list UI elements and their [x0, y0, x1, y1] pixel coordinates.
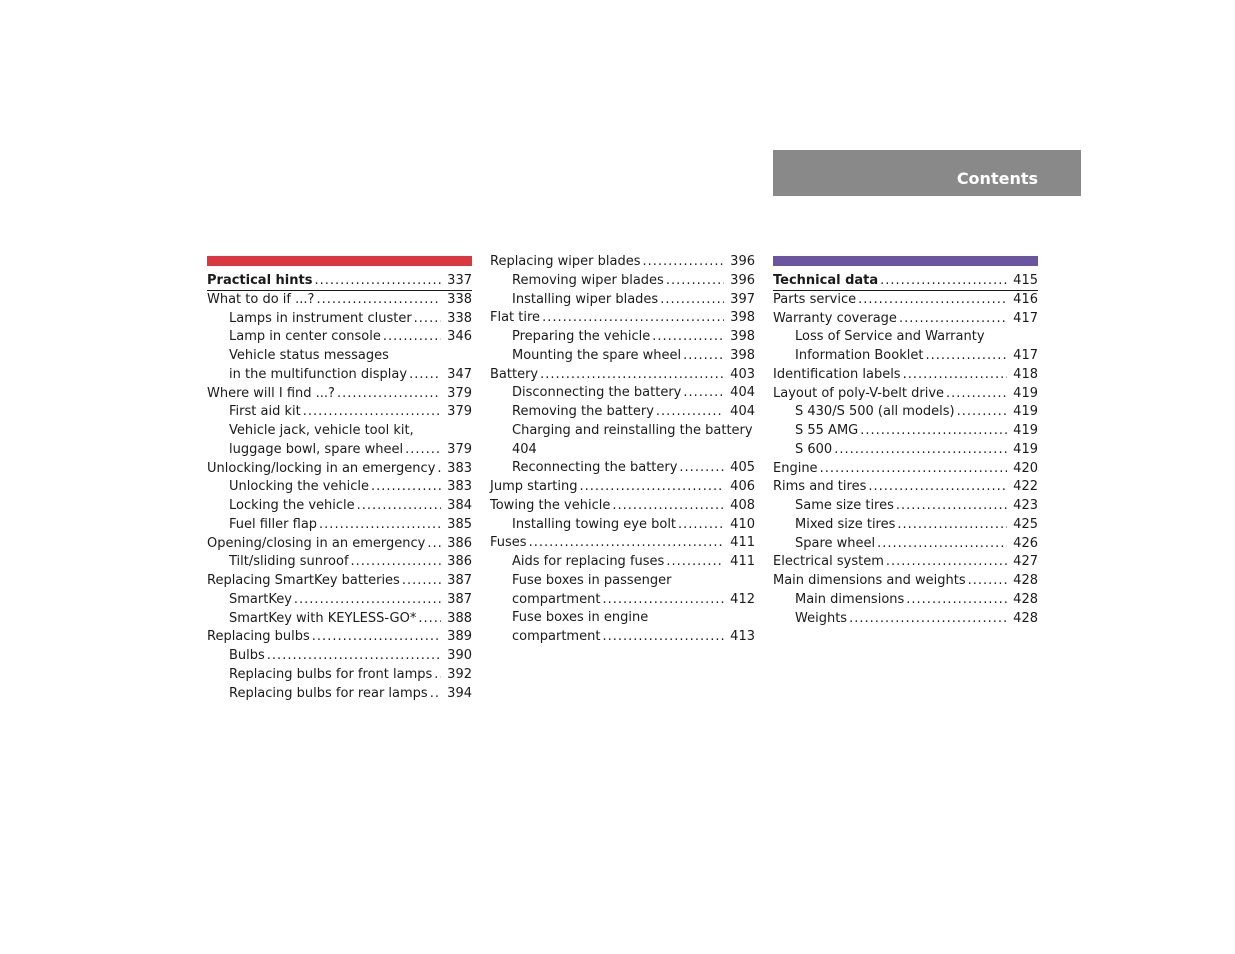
toc-entry-row: [207, 572, 472, 591]
toc-entry-row: [207, 291, 472, 310]
toc-entry-page: 379: [447, 385, 472, 401]
toc-entry-label: S 600: [795, 441, 833, 457]
dot-leader: [858, 291, 1007, 310]
toc-entry[interactable]: [773, 553, 1038, 572]
toc-entry-row: [490, 497, 755, 516]
toc-entry[interactable]: [490, 422, 755, 460]
dot-leader: [660, 291, 724, 310]
toc-entry-row: [512, 591, 755, 610]
dot-leader: [868, 478, 1007, 497]
dot-leader: [427, 535, 441, 554]
toc-entry[interactable]: [207, 310, 472, 329]
dot-leader: [602, 628, 724, 647]
dot-leader: [316, 291, 441, 310]
toc-entry-row: [229, 478, 472, 497]
toc-entry-page: 388: [447, 610, 472, 626]
dot-leader: [642, 253, 724, 272]
dot-leader: [860, 422, 1007, 441]
toc-entry-row: [512, 347, 755, 366]
toc-entry[interactable]: [207, 666, 472, 685]
toc-entry-row: [490, 253, 755, 272]
toc-entry-page: 422: [1013, 479, 1038, 495]
dot-leader: [337, 385, 441, 404]
toc-entry-label: Preparing the vehicle: [512, 329, 651, 344]
toc-entry-label-line: 404: [512, 441, 537, 457]
toc-entry[interactable]: [773, 366, 1038, 385]
toc-entry[interactable]: [207, 403, 472, 422]
toc-entry-row: [773, 272, 1038, 290]
toc-entry-label-line: Vehicle status messages: [229, 348, 389, 363]
toc-entry-page: 379: [447, 404, 472, 420]
toc-entry[interactable]: [490, 478, 755, 497]
toc-entry[interactable]: [490, 609, 755, 647]
dot-leader: [409, 366, 441, 385]
toc-entry-label: Identification labels: [773, 366, 901, 382]
toc-entry-row: [773, 366, 1038, 385]
toc-entry-page: 404: [730, 404, 755, 419]
dot-leader: [683, 347, 724, 366]
toc-entry[interactable]: [207, 591, 472, 610]
toc-entry[interactable]: [490, 366, 755, 385]
toc-entry-page: 398: [730, 310, 755, 326]
dot-leader: [542, 309, 724, 328]
toc-entry[interactable]: [490, 572, 755, 610]
toc-entry-page: 419: [1013, 441, 1038, 457]
dot-leader: [402, 572, 441, 591]
toc-entry-page: 419: [1013, 404, 1038, 420]
toc-entry-label: Lamps in instrument cluster: [229, 310, 412, 326]
toc-entry[interactable]: [207, 422, 472, 460]
toc-entry-row: [229, 310, 472, 329]
toc-entry-row: [512, 384, 755, 403]
toc-entry-label-line: Fuse boxes in engine: [512, 610, 649, 626]
toc-entry-page: 396: [730, 254, 755, 269]
toc-entry[interactable]: [207, 553, 472, 572]
toc-entry[interactable]: [207, 460, 472, 479]
toc-entry-label: Parts service: [773, 291, 857, 307]
toc-entry-page: 406: [730, 479, 755, 494]
toc-entry-page: 338: [447, 310, 472, 326]
toc-entry-label-line: Fuse boxes in passenger: [512, 572, 672, 588]
toc-entry-row: [229, 516, 472, 535]
toc-entry-row: [229, 610, 472, 629]
toc-entry-page: 411: [730, 554, 755, 569]
toc-entry-label: Charging and reinstalling the battery: [512, 422, 753, 438]
toc-entry-page: 419: [1013, 423, 1038, 438]
toc-entry-page: 379: [447, 441, 472, 457]
toc-entry-label: Jump starting: [490, 479, 578, 494]
toc-entry-label: Bulbs: [229, 648, 265, 663]
toc-entry[interactable]: [773, 403, 1038, 422]
toc-entry-label: Removing wiper blades: [512, 272, 664, 288]
toc-entry-label: Flat tire: [490, 310, 541, 326]
toc-entry[interactable]: [773, 328, 1038, 366]
toc-entry-label: Information Booklet: [795, 348, 924, 363]
dot-leader: [656, 403, 724, 422]
toc-entry-row: [795, 347, 1038, 366]
section-bar-red: [207, 256, 472, 266]
toc-entry-label: compartment: [512, 591, 601, 607]
toc-entry-row: [773, 478, 1038, 497]
toc-entry[interactable]: [490, 403, 755, 422]
toc-entry-row: [490, 366, 755, 385]
dot-leader: [303, 403, 441, 422]
toc-entry-row: [773, 385, 1038, 404]
toc-entry-page: 338: [447, 291, 472, 307]
toc-entry-label: SmartKey: [229, 591, 292, 607]
toc-entry-row: [207, 385, 472, 404]
toc-entry-page: 385: [447, 516, 472, 532]
toc-entry-row: [229, 497, 472, 516]
toc-entry-label: Fuses: [490, 535, 527, 551]
toc-entry-row: [229, 441, 472, 460]
toc-entry[interactable]: [773, 385, 1038, 404]
toc-column-continued: [490, 253, 755, 647]
dot-leader: [612, 497, 724, 516]
toc-entry-page: 387: [447, 573, 472, 588]
toc-entry-page: 347: [447, 366, 472, 382]
toc-entry-label: Mixed size tires: [795, 516, 896, 532]
toc-entry-page: 428: [1013, 591, 1038, 607]
toc-entry-label: Layout of poly-V-belt drive: [773, 385, 945, 401]
toc-entry[interactable]: [207, 685, 472, 704]
toc-entry-page: 387: [447, 591, 472, 607]
toc-entry-label: Installing towing eye bolt: [512, 516, 677, 532]
toc-entry[interactable]: [773, 460, 1038, 479]
toc-entry-label: Battery: [490, 366, 539, 382]
toc-entry-page: 390: [447, 648, 472, 663]
dot-leader: [312, 628, 441, 647]
toc-entry-label-line: [512, 422, 755, 441]
toc-entry-label: Spare wheel: [795, 535, 876, 551]
page-title: Contents: [956, 169, 1038, 188]
dot-leader: [877, 535, 1007, 554]
toc-entry-label: Unlocking/locking in an emergency: [207, 460, 436, 476]
toc-entry-row: [207, 460, 472, 479]
toc-entry-label: Warranty coverage: [773, 310, 897, 326]
toc-entry[interactable]: [207, 516, 472, 535]
toc-entry-page: 396: [730, 272, 755, 288]
toc-entry[interactable]: [773, 572, 1038, 591]
toc-entry-row: [229, 685, 472, 704]
toc-entry-row: [795, 591, 1038, 610]
toc-entry-page: 417: [1013, 310, 1038, 326]
toc-entry[interactable]: [490, 272, 755, 291]
toc-entry-label: Disconnecting the battery: [512, 385, 682, 401]
contents-header: [773, 150, 1081, 196]
toc-entry-label: Replacing SmartKey batteries: [207, 573, 400, 588]
toc-entry-row: [512, 516, 755, 535]
toc-column-practical-hints: [207, 253, 472, 703]
dot-leader: [820, 460, 1008, 479]
toc-entry-page: 384: [447, 498, 472, 513]
dot-leader: [906, 591, 1007, 610]
dot-leader: [434, 666, 441, 685]
toc-entry-page: 392: [447, 666, 472, 682]
toc-entry-page: 383: [447, 479, 472, 495]
dot-leader: [314, 272, 441, 290]
toc-entry-row: [795, 422, 1038, 441]
dot-leader: [371, 478, 441, 497]
dot-leader: [418, 610, 441, 629]
toc-entry-page: 397: [730, 291, 755, 307]
toc-entry-label: Engine: [773, 460, 818, 476]
dot-leader: [968, 572, 1008, 591]
toc-entry-row: [490, 534, 755, 553]
toc-entry[interactable]: [207, 535, 472, 554]
toc-entry-label: Opening/closing in an emergency: [207, 535, 426, 551]
toc-entry-row: [773, 553, 1038, 572]
toc-entry-row: [512, 459, 755, 478]
toc-entry-page: 416: [1013, 291, 1038, 307]
toc-entry[interactable]: [490, 309, 755, 328]
toc-entry-label: Locking the vehicle: [229, 498, 355, 513]
dot-leader: [430, 685, 441, 704]
toc-entry[interactable]: [490, 516, 755, 535]
toc-entry-label: Main dimensions and weights: [773, 573, 966, 588]
toc-entry-row: [207, 535, 472, 554]
toc-entry-label: Practical hints: [207, 273, 313, 288]
dot-leader: [834, 441, 1007, 460]
dot-leader: [540, 366, 724, 385]
toc-entry[interactable]: [773, 591, 1038, 610]
toc-entry[interactable]: [490, 291, 755, 310]
toc-entry[interactable]: [207, 272, 472, 291]
toc-entry-label: Weights: [795, 610, 848, 626]
toc-entry[interactable]: [490, 534, 755, 553]
toc-entry[interactable]: [207, 572, 472, 591]
toc-entry-row: [229, 666, 472, 685]
toc-entry-row: [773, 310, 1038, 329]
toc-entry[interactable]: [207, 497, 472, 516]
toc-entry-label: S 55 AMG: [795, 423, 859, 438]
section-bar-purple: [773, 256, 1038, 266]
dot-leader: [357, 497, 442, 516]
toc-entry-label: Installing wiper blades: [512, 291, 659, 307]
toc-list: [773, 272, 1038, 628]
dot-leader: [437, 460, 441, 479]
toc-entry-page: 398: [730, 329, 755, 344]
toc-entry-label: S 430/S 500 (all models): [795, 404, 955, 420]
toc-entry-label: Rims and tires: [773, 479, 867, 495]
toc-entry-label: Technical data: [773, 273, 879, 288]
toc-entry-row: [795, 403, 1038, 422]
toc-entry[interactable]: [490, 347, 755, 366]
dot-leader: [294, 591, 441, 610]
dot-leader: [880, 272, 1007, 290]
toc-entry-row: [795, 535, 1038, 554]
toc-entry-label: Same size tires: [795, 498, 894, 513]
toc-entry-label: Fuel filler flap: [229, 516, 318, 532]
toc-entry[interactable]: [773, 516, 1038, 535]
toc-entry-label: in the multifunction display: [229, 366, 408, 382]
dot-leader: [899, 310, 1007, 329]
dot-leader: [267, 647, 441, 666]
toc-entry-row: [229, 591, 472, 610]
toc-entry-page: 411: [730, 535, 755, 551]
dot-leader: [886, 553, 1007, 572]
dot-leader: [925, 347, 1007, 366]
toc-entry[interactable]: [773, 441, 1038, 460]
toc-entry-page: 413: [730, 629, 755, 644]
toc-entry-row: [229, 328, 472, 347]
toc-entry-page: 412: [730, 591, 755, 607]
toc-entry-page: 405: [730, 460, 755, 476]
dot-leader: [414, 310, 442, 329]
toc-entry[interactable]: [773, 610, 1038, 629]
toc-entry-row: [490, 478, 755, 497]
dot-leader: [896, 497, 1007, 516]
dot-leader: [666, 553, 724, 572]
dot-leader: [580, 478, 725, 497]
toc-entry-page: 337: [447, 273, 472, 288]
toc-list: [207, 272, 472, 703]
toc-entry-page: 404: [730, 385, 755, 401]
toc-entry-row: [229, 366, 472, 385]
toc-entry[interactable]: [207, 385, 472, 404]
dot-leader: [652, 328, 724, 347]
toc-entry[interactable]: [773, 291, 1038, 310]
dot-leader: [405, 441, 441, 460]
dot-leader: [383, 328, 441, 347]
toc-entry-page: 420: [1013, 460, 1038, 476]
toc-entry-label: SmartKey with KEYLESS-GO*: [229, 610, 417, 626]
dot-leader: [602, 591, 724, 610]
toc-entry-page: 418: [1013, 366, 1038, 382]
toc-entry-page: 425: [1013, 516, 1038, 532]
toc-entry-page: 426: [1013, 535, 1038, 551]
toc-entry-page: 410: [730, 516, 755, 532]
toc-entry[interactable]: [490, 328, 755, 347]
dot-leader: [903, 366, 1008, 385]
toc-entry-label: Main dimensions: [795, 591, 905, 607]
toc-entry-label: Towing the vehicle: [490, 497, 611, 513]
toc-entry-label: Electrical system: [773, 554, 884, 570]
toc-entry-label: Replacing bulbs: [207, 629, 310, 645]
toc-entry-page: 419: [1013, 385, 1038, 401]
toc-entry-page: 386: [447, 535, 472, 551]
toc-entry-label-line: Vehicle jack, vehicle tool kit,: [229, 423, 414, 438]
toc-entry-label: luggage bowl, spare wheel: [229, 441, 404, 457]
toc-entry-page: 386: [447, 554, 472, 570]
toc-entry[interactable]: [207, 328, 472, 347]
toc-entry[interactable]: [773, 422, 1038, 441]
toc-entry-page: 415: [1013, 273, 1038, 288]
toc-entry-row: [207, 628, 472, 647]
toc-entry-row: [512, 553, 755, 572]
toc-entry[interactable]: [490, 384, 755, 403]
toc-entry[interactable]: [207, 291, 472, 310]
toc-entry-label: What to do if ...?: [207, 291, 315, 307]
toc-entry-row: [795, 441, 1038, 460]
toc-entry-label: Unlocking the vehicle: [229, 479, 369, 495]
dot-leader: [679, 459, 724, 478]
toc-entry[interactable]: [773, 535, 1038, 554]
dot-leader: [683, 384, 724, 403]
toc-entry-label: Aids for replacing fuses: [512, 554, 665, 569]
toc-entry-row: [512, 328, 755, 347]
toc-entry-row: [512, 272, 755, 291]
toc-column-technical-data: [773, 253, 1038, 628]
toc-entry[interactable]: [490, 497, 755, 516]
toc-entry-page: 389: [447, 629, 472, 645]
toc-entry-page: 346: [447, 329, 472, 345]
dot-leader: [319, 516, 441, 535]
toc-entry[interactable]: [490, 459, 755, 478]
toc-entry-row: [773, 460, 1038, 479]
toc-entry-label-line: Loss of Service and Warranty: [795, 329, 985, 345]
toc-entry-label: compartment: [512, 629, 601, 644]
toc-entry[interactable]: [207, 610, 472, 629]
toc-entry-page: 417: [1013, 348, 1038, 363]
toc-entry-page: 423: [1013, 498, 1038, 513]
toc-entry-label: Tilt/sliding sunroof: [229, 554, 349, 570]
toc-entry-label: First aid kit: [229, 404, 301, 420]
toc-entry-row: [795, 497, 1038, 516]
toc-entry[interactable]: [490, 553, 755, 572]
toc-entry-row: [229, 553, 472, 572]
dot-leader: [897, 516, 1007, 535]
dot-leader: [946, 385, 1007, 404]
toc-entry-label: Replacing bulbs for front lamps: [229, 666, 433, 682]
toc-entry-row: [773, 291, 1038, 310]
toc-entry-row: [229, 647, 472, 666]
toc-list: [490, 253, 755, 647]
toc-entry-label: Removing the battery: [512, 404, 654, 419]
toc-entry-label: Reconnecting the battery: [512, 460, 678, 476]
toc-entry-row: [490, 309, 755, 328]
toc-entry[interactable]: [207, 347, 472, 385]
toc-entry-row: [795, 610, 1038, 629]
toc-entry-label: Lamp in center console: [229, 329, 381, 345]
toc-entry[interactable]: [773, 497, 1038, 516]
toc-entry-page: 427: [1013, 554, 1038, 570]
dot-leader: [529, 534, 725, 553]
toc-entry-row: [207, 272, 472, 290]
dot-leader: [678, 516, 724, 535]
toc-entry[interactable]: [207, 628, 472, 647]
toc-entry-page: 403: [730, 366, 755, 382]
toc-entry-page: 428: [1013, 610, 1038, 626]
toc-entry-row: [512, 628, 755, 647]
dot-leader: [957, 403, 1008, 422]
toc-entry-label: Replacing bulbs for rear lamps: [229, 685, 428, 701]
toc-entry-page: 408: [730, 497, 755, 513]
toc-entry-label: Where will I find ...?: [207, 385, 335, 401]
toc-entry-row: [229, 403, 472, 422]
toc-entry-page: 428: [1013, 573, 1038, 588]
toc-entry-page: 394: [447, 685, 472, 701]
toc-entry-label: Mounting the spare wheel: [512, 347, 682, 363]
toc-entry-page: 398: [730, 347, 755, 363]
dot-leader: [666, 272, 724, 291]
toc-entry-row: [773, 572, 1038, 591]
toc-entry-row: [512, 403, 755, 422]
toc-entry[interactable]: [490, 253, 755, 272]
toc-entry-row: [795, 516, 1038, 535]
toc-entry[interactable]: [207, 478, 472, 497]
toc-entry[interactable]: [207, 647, 472, 666]
toc-entry-label: Replacing wiper blades: [490, 254, 641, 269]
toc-entry[interactable]: [773, 478, 1038, 497]
toc-entry[interactable]: [773, 272, 1038, 291]
toc-entry-row: [512, 291, 755, 310]
toc-entry-page: 383: [447, 460, 472, 476]
dot-leader: [849, 610, 1007, 629]
dot-leader: [351, 553, 442, 572]
toc-entry[interactable]: [773, 310, 1038, 329]
